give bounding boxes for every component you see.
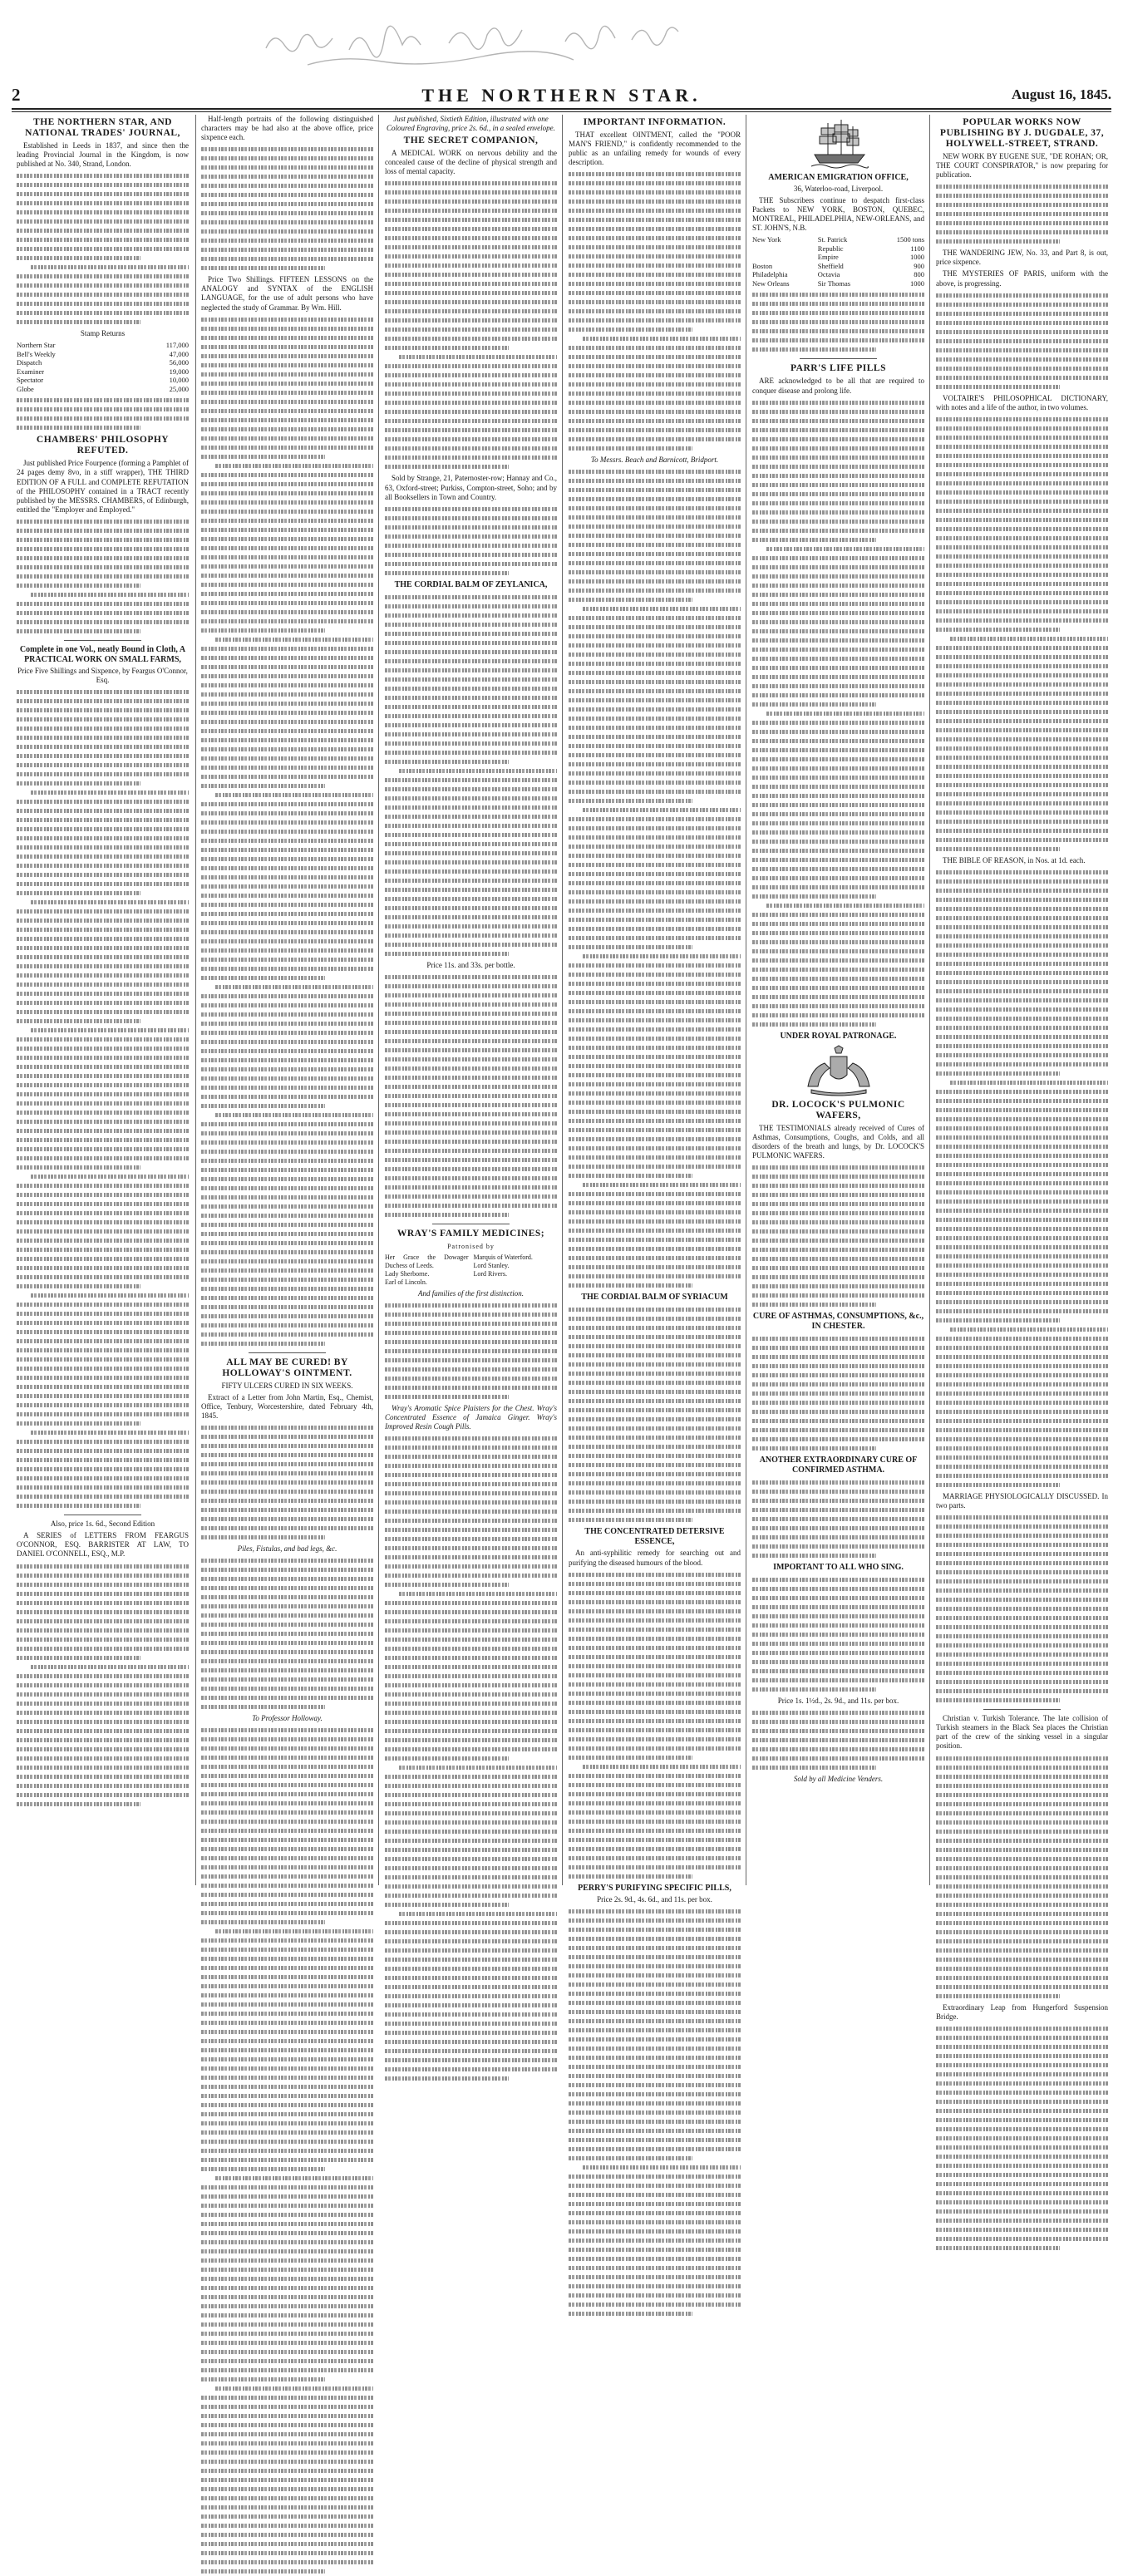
column-6 [936,115,1108,2021]
col6-christian-turkish: Christian v. Turkish Tolerance. The late collision of Turkish steamers in the Black Sea places the Christian part of the crew of the sinking vessel in a singular position. [936,1714,1108,1751]
col5-parrs-text: ARE acknowledged to be all that are required to conquer disease and prolong life. [752,377,924,395]
table-row: Dispatch 56,000 [17,358,189,367]
newspaper-title: THE NORTHERN STAR. [421,85,702,106]
column-4 [569,115,741,1904]
col5-heading-all-who-sing: IMPORTANT TO ALL WHO SING. [773,1563,904,1573]
col6-new-work-sue: NEW WORK BY EUGENE SUE, "DE ROHAN; OR, THE COURT CONSPIRATOR," is now preparing for publication. [936,152,1108,180]
column-divider [562,115,563,1885]
ink-smudge-handwriting [0,0,1123,83]
masthead [12,85,1111,106]
col1-heading-chambers: CHAMBERS' PHILOSOPHY REFUTED. [36,435,170,456]
table-row: New Orleans Sir Thomas 1000 [752,278,924,288]
col3-sold-by: Sold by Strange, 21, Paternoster-row; Hannay and Co., 63, Oxford-street; Purkiss, Compton-street, Soho; and by all Booksellers in Town and Country. [385,474,557,501]
col3-wrays-products: Wray's Aromatic Spice Plaisters for the Chest. Wray's Concentrated Essence of Jamaica Ginger. Wray's Improved Resin Cough Pills. [385,1404,557,1431]
stamp-returns-table [17,341,189,393]
page-number: 2 [12,85,21,105]
col3-cordial-price: Price 11s. and 33s. per bottle. [426,960,515,969]
col6-hungerford-leap: Extraordinary Leap from Hungerford Suspension Bridge. [936,2002,1108,2021]
table-row: Examiner 19,000 [17,367,189,376]
col6-heading-popular-works: POPULAR WORKS NOW PUBLISHING BY J. DUGDALE, 37, HOLYWELL-STREET, STRAND. [939,117,1105,149]
table-row: Republic 1100 [817,244,924,253]
col1-small-farms-price: Price Five Shillings and Sixpence, by Feargus O'Connor, Esq. [17,666,188,685]
col6-voltaire-dictionary: VOLTAIRE'S PHILOSOPHICAL DICTIONARY, with notes and a life of the author, in two volumes. [936,393,1108,411]
col1-text-block [17,171,189,327]
table-row: Northern Star 117,000 [17,341,189,350]
col2-fifty-ulcers: FIFTY ULCERS CURED IN SIX WEEKS. [221,1381,353,1390]
column-3 [385,115,557,1885]
stamp-table-title: Stamp Returns [80,329,126,338]
col5-heading-chester-cure: CURE OF ASTHMAS, CONSUMPTIONS, &c., IN CHESTER. [752,1312,924,1332]
col3-heading-wrays-medicines: WRAY'S FAMILY MEDICINES; [396,1228,545,1239]
table-row: New York St. Patrick 1500 tons [752,235,924,244]
col6-bible-of-reason: THE BIBLE OF REASON, in Nos. at 1d. each. [943,855,1086,864]
col2-piles-fistulas: Piles, Fistulas, and bad legs, &c. [237,1544,337,1554]
col2-portraits: Half-length portraits of the following distinguished characters may be had also at the above office, price sixpence each. [201,115,373,142]
list-item: Lord Stanley. [473,1261,510,1269]
col4-anti-syphilitic: An anti-syphilitic remedy for searching out and purifying the diseased humours of the blood. [569,1549,741,1567]
table-row: Empire 1000 [817,253,924,262]
col2-extract-letter: Extract of a Letter from John Martin, Esq., Chemist, Office, Tenbury, Worcestershire, dated February 4th, 1845. [201,1392,373,1420]
list-item: Marquis of Waterford. [473,1253,533,1261]
col4-heading-important-information: IMPORTANT INFORMATION. [583,117,727,127]
table-row: Boston Sheffield 900 [752,261,924,270]
col4-perrys-price: Price 2s. 9d., 4s. 6d., and 11s. per box. [597,1894,712,1904]
column-2 [201,115,373,1885]
col1-letters-edition: Also, price 1s. 6d., Second Edition [50,1519,155,1529]
list-item: Her Grace the Dowager Duchess of Leeds. [385,1253,469,1269]
col5-sold-by-venders: Sold by all Medicine Venders. [793,1775,884,1784]
col1-letters-text: A SERIES of LETTERS FROM FEARGUS O'CONNOR, ESQ. BARRISTER AT LAW, TO DANIEL O'CONNELL, ESQ., M.P. [17,1531,189,1559]
col1-heading-northern-star: THE NORTHERN STAR, AND NATIONAL TRADES' JOURNAL, [25,117,180,138]
table-row: Bell's Weekly 47,000 [17,349,189,358]
list-item: Earl of Lincoln. [385,1278,427,1286]
col4-heading-syriacum: THE CORDIAL BALM OF SYRIACUM [581,1293,728,1303]
col5-locock-price: Price 1s. 1½d., 2s. 9d., and 11s. per box. [777,1697,899,1706]
masthead-rule [12,108,1111,110]
col2-heading-holloway: ALL MAY BE CURED! BY HOLLOWAY'S OINTMENT. [222,1357,352,1378]
col4-heading-detersive-essence: THE CONCENTRATED DETERSIVE ESSENCE, [584,1527,725,1547]
col5-heading-locock-wafers: DR. LOCOCK'S PULMONIC WAFERS, [771,1099,905,1121]
col1-intro: Established in Leeds in 1837, and since then the leading Provincial Journal in the Kingdom, is now published at No. 340, Strand, London. [17,141,189,169]
list-item: Lord Rivers. [473,1269,507,1278]
col3-heading-cordial-balm: THE CORDIAL BALM OF ZEYLANICA, [394,579,548,589]
col5-heading-parrs-life-pills: PARR'S LIFE PILLS [790,363,886,374]
col1-heading-small-farms: Complete in one Vol., neatly Bound in Cloth, A PRACTICAL WORK ON SMALL FARMS, [19,644,186,664]
col5-address: 36, Waterloo-road, Liverpool. [793,185,884,193]
col6-marriage-physiologically: MARRIAGE PHYSIOLOGICALLY DISCUSSED. In two parts. [936,1491,1108,1510]
col6-mysteries-of-paris: THE MYSTERIES OF PARIS, uniform with the above, is progressing. [936,269,1108,288]
col5-heading-royal-patronage: UNDER ROYAL PATRONAGE. [780,1031,897,1041]
col4-heading-perrys-pills: PERRY'S PURIFYING SPECIFIC PILLS, [578,1883,731,1893]
column-divider [929,115,930,1885]
issue-date: August 16, 1845. [1012,86,1111,102]
col4-poor-mans-friend: THAT excellent OINTMENT, called the "POOR MAN'S FRIEND," is confidently recommended to the public as an unfailing remedy for wounds of every description. [569,131,741,167]
col5-heading-confirmed-asthma: ANOTHER EXTRAORDINARY CURE OF CONFIRMED ASTHMA. [759,1455,918,1475]
col3-medical-work: A MEDICAL WORK on nervous debility and the concealed cause of the decline of physical strength and loss of mental capacity. [385,149,557,176]
col5-packets: THE Subscribers continue to despatch first-class Packets to NEW YORK, BOSTON, QUEBEC, MONTREAL, PHILADELPHIA, NEW-ORLEANS, and ST. JOHN'S, N.B. [752,196,924,233]
column-divider [378,115,379,1885]
patron-list [385,1254,557,1287]
col2-to-professor: To Professor Holloway. [252,1714,323,1723]
col2-fifteen-lessons: Price Two Shillings. FIFTEEN LESSONS on the ANALOGY and SYNTAX of the ENGLISH LANGUAGE, for the use of adult persons who have neglected the study of Grammar. By Wm. Hill. [201,275,373,312]
col5-heading-emigration-office: AMERICAN EMIGRATION OFFICE, [768,173,909,182]
ship-schedule-table [752,235,924,288]
col3-heading-secret-companion: THE SECRET COMPANION, [403,135,539,146]
sailing-ship-illustration [810,118,868,170]
col3-patronised-by: Patronised by [447,1242,495,1250]
col5-testimonials: THE TESTIMONIALS already received of Cures of Asthmas, Consumptions, Coughs, and Colds, and all disorders of the breath and lungs, by Dr. LOCOCK'S PULMONIC WAFERS. [752,1123,924,1160]
col3-first-distinction: And families of the first distinction. [418,1288,524,1298]
royal-crest-illustration [793,1045,884,1096]
col4-to-messrs: To Messrs. Beach and Barnicott, Bridport. [590,456,719,465]
column-1 [17,115,189,1885]
masthead-rule-thin [12,111,1111,112]
table-row: Spectator 10,000 [17,376,189,385]
col6-wandering-jew: THE WANDERING JEW, No. 33, and Part 8, is out, price sixpence. [936,249,1108,267]
col3-sixtieth-edition: Just published, Sixtieth Edition, illustrated with one Coloured Engraving, price 2s. 6d., in a sealed envelope. [387,115,555,133]
list-item: Lady Sherborne. [385,1269,430,1278]
col1-chambers-text: Just published Price Fourpence (forming a Pamphlet of 24 pages demy 8vo, in a stiff wrapper), THE THIRD EDITION OF A FULL and COMPLETE REFUTATION of the PHILOSOPHY contained in a TRACT recently published by the MESSRS. CHAMBERS, of Edinburgh, entitled the "Employer and Employed." [17,459,189,514]
table-row: Globe 25,000 [17,384,189,393]
column-divider [195,115,196,1885]
table-row: Philadelphia Octavia 800 [752,270,924,279]
column-5 [752,115,924,1885]
